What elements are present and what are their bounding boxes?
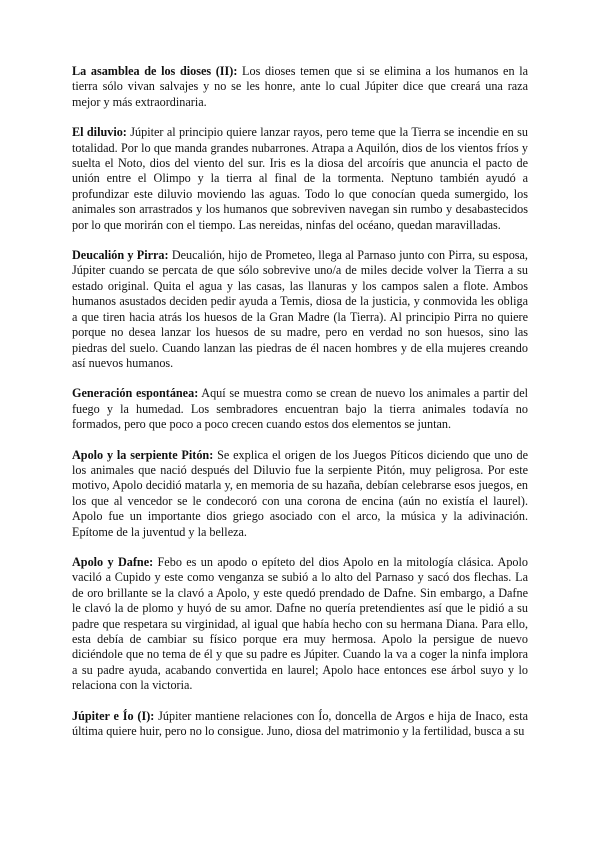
section-text: Deucalión, hijo de Prometeo, llega al Parnaso junto con Pirra, su esposa, Júpiter cuando se percata de que sólo sobrevive uno/a de miles decide volver la Tierra a su estado original. Quita el agua y las casas, las llanuras y los campos salen a flote. Ambos humanos asustados deciden pedir ayuda a Temis, diosa de la justicia, y conmovida les obliga a que tiren hacia atrás los huesos de la Gran Madre (la Tierra). Al principio Pirra no quiere porque no desea lanzar los huesos de su madre, pero en verdad no son huesos, sino las piedras del suelo. Cuando lanzan las piedras de él nacen hombres y de ella mujeres creando así nuevos humanos.: [72, 248, 528, 370]
section-text: Los dioses temen que si se elimina a los humanos en la tierra sólo vivan salvajes y no se les honre, ante lo cual Júpiter dice que creará una raza mejor y más extraordinaria.: [72, 64, 528, 109]
section-title: Deucalión y Pirra:: [72, 248, 169, 263]
section-text: Aquí se muestra como se crean de nuevo los animales a partir del fuego y la humedad. Los sembradores encuentran bajo la tierra animales todavía no formados, pero que poco a poco crecen cuando estos dos elementos se juntan.: [72, 386, 528, 432]
section-apolo-dafne: [72, 555, 528, 694]
section-text: Febo es un apodo o epíteto del dios Apolo en la mitología clásica. Apolo vaciló a Cupido y este como venganza se subió a lo alto del Parnaso y sacó dos flechas. La de oro brillante se la clavó a Apolo, y este quedó prendado de Dafne. Sin embargo, a Dafne le clavó la de plomo y huyó de su amor. Dafne no quería pretendientes así que le pidió a su padre que respetara su virginidad, al igual que había hecho con su hermana Diana. Para ello, esta debía de cambiar su físico porque era muy hermosa. Apolo la persigue de nuevo diciéndole que no tema de él y que su padre es Júpiter. Cuando la va a coger la ninfa implora a su padre ayuda, acabando convertida en laurel; Apolo hace entonces ese árbol suyo y lo relaciona con la victoria.: [72, 554, 528, 693]
section-title: Apolo y Dafne:: [72, 554, 154, 569]
section-generacion-espontanea: [72, 386, 528, 432]
section-apolo-piton: [72, 448, 528, 540]
section-diluvio: [72, 125, 528, 233]
section-asamblea: [72, 64, 528, 110]
section-jupiter-io: [72, 709, 528, 740]
section-text: Júpiter mantiene relaciones con Ío, doncella de Argos e hija de Inaco, esta última quiere huir, pero no lo consigue. Juno, diosa del matrimonio y la fertilidad, busca a su: [72, 708, 528, 739]
section-text: Se explica el origen de los Juegos Píticos diciendo que uno de los animales que nació después del Diluvio fue la serpiente Pitón, muy peligrosa. Por este motivo, Apolo decidió matarla y, en memoria de su hazaña, debían celebrarse esos juegos, en los que al vencedor se le condecoró con una corona de encina (aún no existía el laurel). Apolo fue un importante dios griego asociado con el arco, la música y la adivinación. Epítome de la juventud y la belleza.: [72, 447, 528, 539]
section-title: Júpiter e Ío (I):: [72, 708, 155, 723]
section-title: La asamblea de los dioses (II):: [72, 64, 238, 78]
section-title: Apolo y la serpiente Pitón:: [72, 447, 214, 462]
document-page: [72, 64, 528, 754]
section-title: El diluvio:: [72, 125, 127, 140]
section-text: Júpiter al principio quiere lanzar rayos, pero teme que la Tierra se incendie en su totalidad. Por lo que manda grandes nubarrones. Atrapa a Aquilón, dios de los vientos fríos y suelta el Noto, dios del viento del sur. Iris es la diosa del arcoíris que anuncia el pacto de unión entre el Olimpo y la tierra al final de la tormenta. Neptuno también ayudó a profundizar este diluvio moviendo las aguas. Todo lo que conocían queda sumergido, los animales son arrastrados y los humanos que sobreviven navegan sin rumbo y desabastecidos por lo que morirán con el tiempo. Las nereidas, ninfas del océano, quedan maravilladas.: [72, 125, 528, 232]
section-deucalion-pirra: [72, 248, 528, 371]
section-title: Generación espontánea:: [72, 386, 199, 401]
